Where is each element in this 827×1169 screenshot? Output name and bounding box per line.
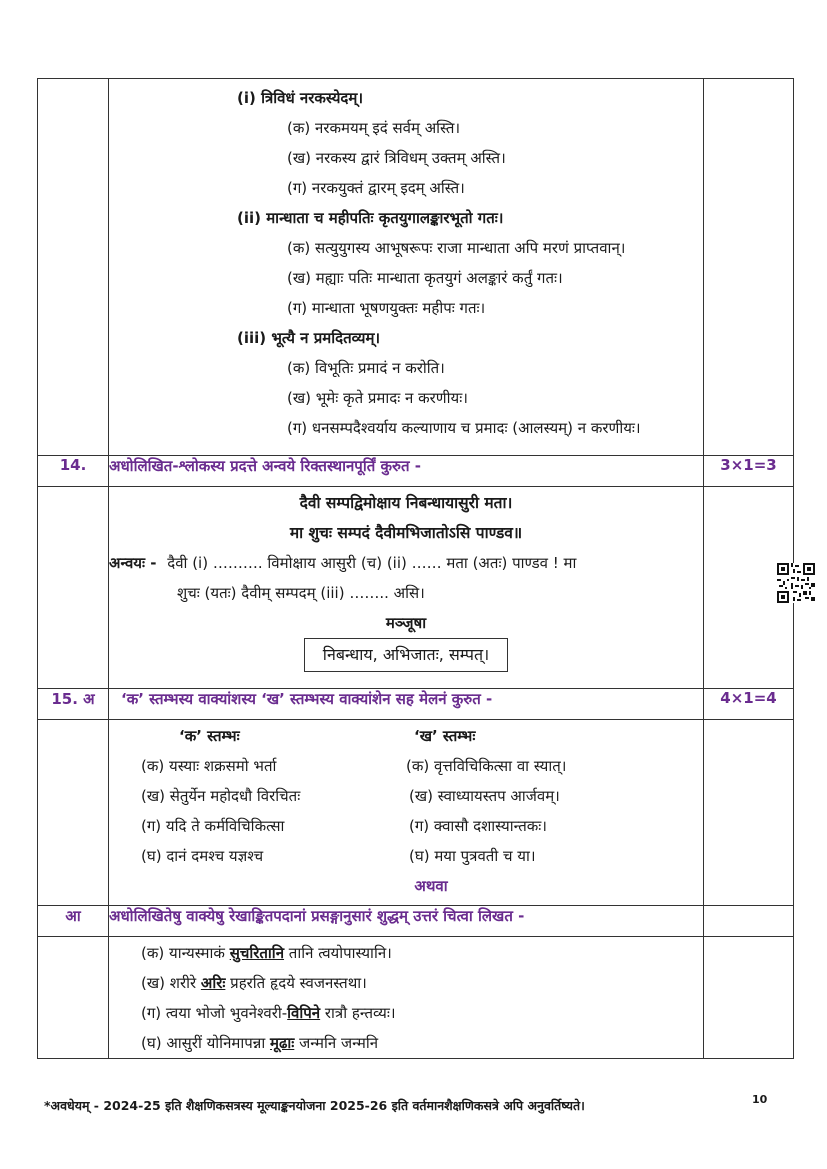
kha-item-3: (ग) क्वासौ दशास्यान्तकः। xyxy=(409,817,547,835)
underlined-word-2: अरिः xyxy=(200,974,226,992)
q13-i-option-b: (ख) नरकस्य द्वारं त्रिविधम् उक्तम् अस्ति। xyxy=(287,149,506,167)
q15b-title: अधोलिखितेषु वाक्येषु रेखाङ्कितपदानां प्रसङ्गानुसारं शुद्धम् उत्तरं चित्वा लिखत - xyxy=(109,906,704,937)
q14-verse-line-1: दैवी सम्पद्विमोक्षाय निबन्धायासुरी मता। xyxy=(299,494,513,512)
kha-item-1: (क) वृत्तविचिकित्सा वा स्यात्। xyxy=(406,757,567,775)
page-number: 10 xyxy=(752,1093,768,1106)
footer-note: *अवधेयम् - 2024-25 इति शैक्षणिकसत्रस्य मूल्याङ्कनयोजना 2025-26 इति वर्तमानशैक्षणिकसत्रे अपि अनुवर्तिष्यते। xyxy=(44,1098,585,1113)
ka-item-1: (क) यस्याः शक्रसमो भर्ता xyxy=(141,757,277,775)
athava-label: अथवा xyxy=(414,877,448,895)
underlined-word-1: सुचरितानि xyxy=(229,944,285,962)
q14-marks: 3×1=3 xyxy=(704,456,794,487)
q15a-number: 15. अ xyxy=(38,689,109,720)
question-table xyxy=(37,78,794,1059)
q14-anvaya-line-1 xyxy=(109,548,703,578)
q13-ii-option-c: (ग) मान्धाता भूषणयुक्तः महीपः गतः। xyxy=(287,299,486,317)
q15b-number: आ xyxy=(38,906,109,937)
match-row-2 xyxy=(109,781,703,811)
q15a-title: ‘क’ स्तम्भस्य वाक्यांशस्य ‘ख’ स्तम्भस्य वाक्यांशेन सह मेलनं कुरुत - xyxy=(109,689,704,720)
q15b-content xyxy=(109,937,704,1059)
q15a-column-heads xyxy=(109,721,703,751)
kha-item-2: (ख) स्वाध्यायस्तप आर्जवम्। xyxy=(409,787,560,805)
q13-ii-heading: (ii) मान्धाता च महीपतिः कृतयुगालङ्कारभूतो गतः। xyxy=(237,209,504,227)
q13-i-option-c: (ग) नरकयुक्तं द्वारम् इदम् अस्ति। xyxy=(287,179,465,197)
q15a-marks: 4×1=4 xyxy=(704,689,794,720)
q13-i-option-a: (क) नरकमयम् इदं सर्वम् अस्ति। xyxy=(287,119,461,137)
q14-content xyxy=(109,487,704,689)
ka-item-2: (ख) सेतुर्येन महोदधौ विरचितः xyxy=(141,787,301,805)
q14-anvaya-text-1: दैवी (i) ………. विमोक्षाय आसुरी (च) (ii) …… मता (अतः) पाण्डव ! मा xyxy=(167,554,577,572)
q14-manjusha-box: निबन्धाय, अभिजातः, सम्पत्। xyxy=(304,638,508,672)
q13-iii-option-a: (क) विभूतिः प्रमादं न करोति। xyxy=(287,359,445,377)
qr-code-icon[interactable] xyxy=(777,563,815,603)
q14-manjusha-label: मञ्जूषा xyxy=(385,614,427,632)
q15a-header-row xyxy=(38,689,794,720)
match-row-3 xyxy=(109,811,703,841)
q14-body-row xyxy=(38,487,794,689)
q13-ii-option-a: (क) सत्युयुगस्य आभूषरूपः राजा मान्धाता अपि मरणं प्राप्तवान्। xyxy=(287,239,626,257)
q14-number: 14. xyxy=(38,456,109,487)
match-row-1 xyxy=(109,751,703,781)
ka-item-4: (घ) दानं दमश्च यज्ञश्च xyxy=(141,847,264,865)
underlined-word-3: विपिने xyxy=(287,1004,321,1022)
q14-anvaya-label: अन्वयः - xyxy=(109,554,157,572)
q14-verse-line-2: मा शुचः सम्पदं दैवीमभिजातोऽसि पाण्डव॥ xyxy=(289,524,523,542)
q13-iii-heading: (iii) भूत्यै न प्रमदितव्यम्। xyxy=(237,329,381,347)
q14-anvaya-line-2: शुचः (यतः) दैवीम् सम्पदम् (iii) …….. असि। xyxy=(177,584,425,602)
match-row-4 xyxy=(109,841,703,871)
q13-iii-option-c: (ग) धनसम्पदैश्वर्याय कल्याणाय च प्रमादः (आलस्यम्) न करणीयः। xyxy=(287,419,641,437)
q15b-header-row xyxy=(38,906,794,937)
q14-header-row xyxy=(38,456,794,487)
q15b-sentence-3: (ग) त्वया भोजो भुवनेश्वरी-विपिने रात्रौ हन्तव्यः। xyxy=(141,1004,396,1022)
col-ka-heading: ‘क’ स्तम्भः xyxy=(179,727,240,745)
q13-iii-option-b: (ख) भूमेः कृते प्रमादः न करणीयः। xyxy=(287,389,468,407)
q14-title: अधोलिखित-श्लोकस्य प्रदत्ते अन्वये रिक्तस्थानपूर्तिं कुरुत - xyxy=(109,456,704,487)
q15b-sentence-1: (क) यान्यस्माकं सुचरितानि तानि त्वयोपास्यानि। xyxy=(141,944,392,962)
q15a-body-row xyxy=(38,720,794,906)
q15b-body-row xyxy=(38,937,794,1059)
ka-item-3: (ग) यदि ते कर्मविचिकित्सा xyxy=(141,817,285,835)
kha-item-4: (घ) मया पुत्रवती च या। xyxy=(409,847,536,865)
q13-ii-option-b: (ख) मह्याः पतिः मान्धाता कृतयुगं अलङ्कारं कर्तुं गतः। xyxy=(287,269,563,287)
q13-row xyxy=(38,79,794,456)
q13-content xyxy=(109,79,704,456)
q15b-sentence-4: (घ) आसुरीं योनिमापन्ना मूढाः जन्मनि जन्मनि xyxy=(141,1034,379,1052)
q15a-content xyxy=(109,720,704,906)
q13-i-heading: (i) त्रिविधं नरकस्येदम्। xyxy=(237,89,364,107)
underlined-word-4: मूढाः xyxy=(269,1034,295,1052)
col-kha-heading: ‘ख’ स्तम्भः xyxy=(414,727,476,745)
q15b-sentence-2: (ख) शरीरे अरिः प्रहरति हृदये स्वजनस्तथा। xyxy=(141,974,367,992)
